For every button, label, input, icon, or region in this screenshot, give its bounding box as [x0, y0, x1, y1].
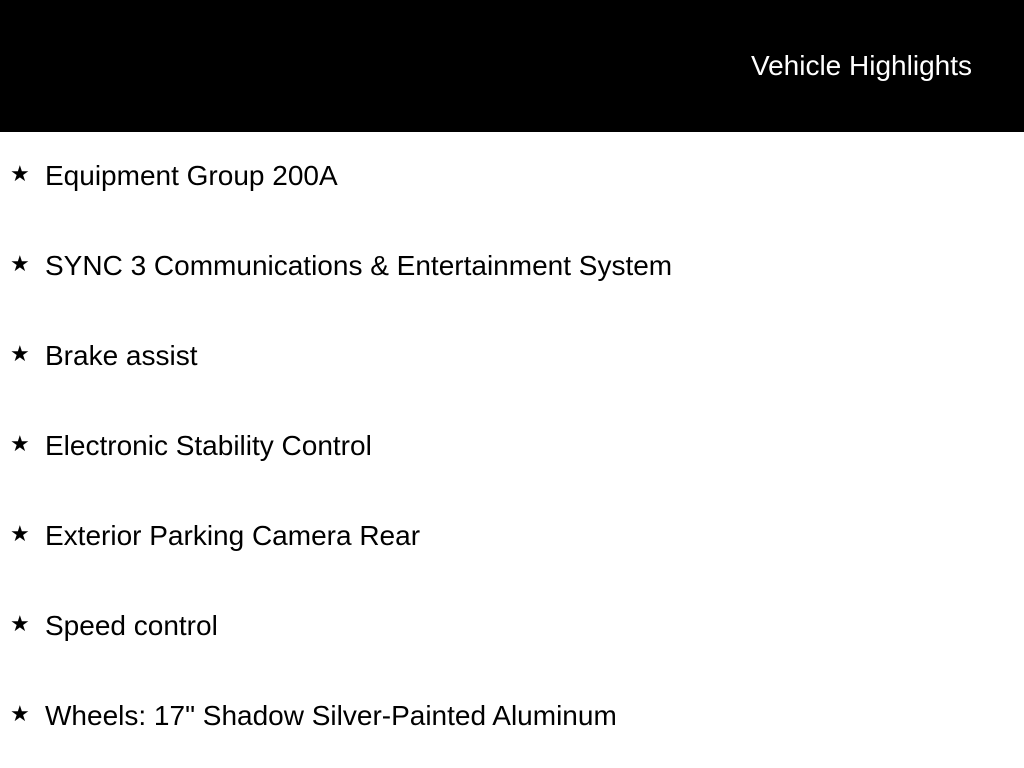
- star-icon: ★: [10, 521, 30, 546]
- highlight-label: Brake assist: [45, 340, 198, 371]
- list-item: [0, 222, 1024, 312]
- highlight-label: Equipment Group 200A: [45, 160, 338, 191]
- highlight-label: Wheels: 17" Shadow Silver-Painted Aluminum: [45, 700, 617, 731]
- highlight-label: Exterior Parking Camera Rear: [45, 520, 421, 551]
- header-bar: [0, 0, 1024, 132]
- highlight-label: Electronic Stability Control: [45, 430, 372, 461]
- page-title: Vehicle Highlights: [750, 50, 972, 81]
- highlight-label: Speed control: [45, 610, 218, 641]
- star-icon: ★: [10, 701, 30, 726]
- star-icon: ★: [10, 431, 30, 456]
- list-item: [0, 312, 1024, 402]
- list-item: [0, 492, 1024, 582]
- list-item: [0, 402, 1024, 492]
- list-item: [0, 582, 1024, 672]
- list-item: [0, 672, 1024, 762]
- highlight-label: SYNC 3 Communications & Entertainment System: [45, 250, 673, 281]
- star-icon: ★: [10, 161, 30, 186]
- vehicle-highlights-list: [0, 132, 1024, 762]
- list-item: [0, 132, 1024, 222]
- star-icon: ★: [10, 341, 30, 366]
- star-icon: ★: [10, 611, 30, 636]
- star-icon: ★: [10, 251, 30, 276]
